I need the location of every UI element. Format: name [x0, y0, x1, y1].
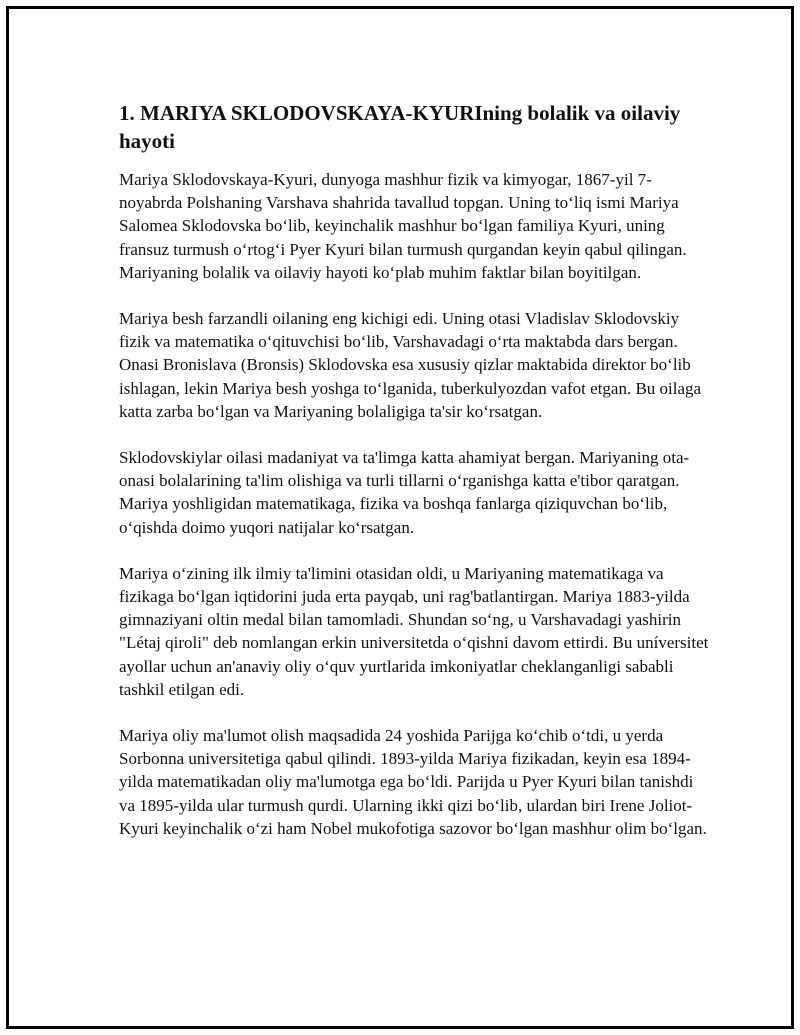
section-heading: 1. MARIYA SKLODOVSKAYA-KYURIning bolalik va oilaviy hayoti	[119, 101, 681, 153]
paragraph-1: Mariya Sklodovskaya-Kyuri, dunyoga mashhur fizik va kimyogar, 1867-yil 7-noyabrda Polshaning Varshava shahrida tavallud topgan. Uning to‘liq ismi Mariya Salomea Sklodovska bo‘lib, keyinchalik mashhur bo‘lgan familiya Kyuri, uning fransuz turmush o‘rtog‘i Pyer Kyuri bilan turmush qurgandan keyin qabul qilingan. Mariyaning bolalik va oilaviy hayoti ko‘plab muhim faktlar bilan boyitilgan.	[119, 170, 687, 282]
paragraph-3: Sklodovskiylar oilasi madaniyat va ta'limga katta ahamiyat bergan. Mariyaning ota-onasi bolalarining ta'lim olishiga va turli tillarni o‘rganishga katta e'tibor qaratgan. Mariya yoshligidan matematikaga, fizika va boshqa fanlarga qiziquvchan bo‘lib, o‘qishda doimo yuqori natijalar ko‘rsatgan.	[119, 448, 690, 537]
document-body	[119, 99, 709, 840]
paragraph-5: Mariya oliy ma'lumot olish maqsadida 24 yoshida Parijga ko‘chib o‘tdi, u yerda Sorbonna universitetiga qabul qilindi. 1893-yilda Mariya fizikadan, keyin esa 1894-yilda matematikadan oliy ma'lumotga ega bo‘ldi. Parijda u Pyer Kyuri bilan tanishdi va 1895-yilda ular turmush qurdi. Ularning ikki qizi bo‘lib, ulardan biri Irene Joliot-Kyuri keyinchalik o‘zi ham Nobel mukofotiga sazovor bo‘lgan mashhur olim bo‘lgan.	[119, 726, 707, 838]
page-frame	[6, 6, 794, 1029]
paragraph-2: Mariya besh farzandli oilaning eng kichigi edi. Uning otasi Vladislav Sklodovskiy fizik va matematika o‘qituvchisi bo‘lib, Varshavadagi o‘rta maktabda dars bergan. Onasi Bronislava (Bronsis) Sklodovska esa xususiy qizlar maktabida direktor bo‘lib ishlagan, lekin Mariya besh yoshga to‘lganida, tuberkulyozdan vafot etgan. Bu oilaga katta zarba bo‘lgan va Mariyaning bolaligiga ta'sir ko‘rsatgan.	[119, 309, 702, 421]
paragraph-4: Mariya o‘zining ilk ilmiy ta'limini otasidan oldi, u Mariyaning matematikaga va fizikaga bo‘lgan iqtidorini juda erta payqab, uni rag'batlantirgan. Mariya 1883-yilda gimnaziyani oltin medal bilan tamomladi. Shundan so‘ng, u Varshavadagi yashirin "Létaj qiroli" deb nomlangan erkin universitetda o‘qishni davom ettirdi. Bu uníversitet ayollar uchun an'anaviy oliy o‘quv yurtlarida imkoniyatlar cheklanganligi sababli tashkil etilgan edi.	[119, 563, 709, 699]
